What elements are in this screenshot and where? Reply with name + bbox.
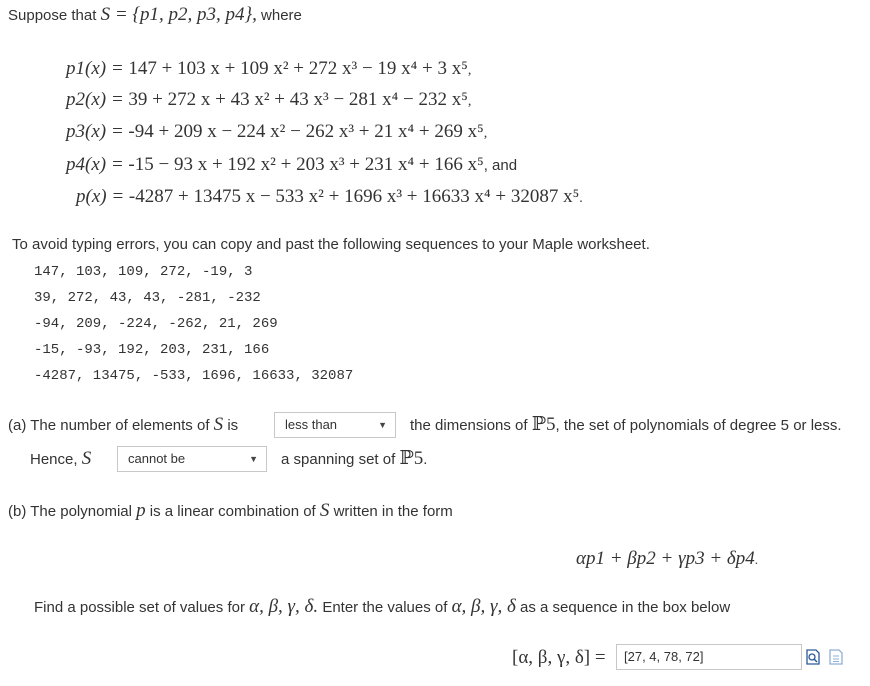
poly-tail: , <box>483 126 488 141</box>
instruction-c: as a sequence in the box below <box>520 599 731 616</box>
set-symbol: S <box>319 500 330 521</box>
part-a-prefix-text: (a) The number of elements of <box>8 417 210 434</box>
formula-tail: . <box>754 552 758 567</box>
polynomial-space-symbol: ℙ5 <box>399 448 424 469</box>
answer-input[interactable] <box>616 644 802 670</box>
part-b-instruction <box>34 596 730 619</box>
poly-lhs: p4(x) = <box>66 154 124 175</box>
instruction-b: Enter the values of <box>322 599 448 616</box>
poly-lhs: p3(x) = <box>66 121 124 142</box>
sequence-line: 147, 103, 109, 272, -19, 3 <box>34 264 253 280</box>
part-a-hence <box>30 448 91 471</box>
set-symbol: S <box>213 414 224 435</box>
poly-tail: , <box>467 94 472 109</box>
part-a-is: is <box>227 417 239 434</box>
p-symbol: p <box>136 500 146 521</box>
part-b-mid: is a linear combination of <box>149 503 316 520</box>
poly-rhs: 39 + 272 x + 43 x² + 43 x³ − 281 x⁴ − 232 x⁵ <box>128 89 468 110</box>
greek-list: α, β, γ, δ. <box>249 596 319 617</box>
poly-p3 <box>66 121 487 145</box>
preview-icon[interactable] <box>806 649 820 665</box>
poly-p1 <box>66 58 471 82</box>
poly-lhs: p2(x) = <box>66 89 124 110</box>
sequence-line: -15, -93, 192, 203, 231, 166 <box>34 342 270 358</box>
answer-value: [27, 4, 78, 72] <box>624 649 704 664</box>
sequence-line: -94, 209, -224, -262, 21, 269 <box>34 316 278 332</box>
poly-tail: , <box>467 63 472 78</box>
sequence-line: 39, 272, 43, 43, -281, -232 <box>34 290 261 306</box>
formula-text: αp1 + βp2 + γp3 + δp4 <box>576 548 755 569</box>
spanning-set-value: cannot be <box>128 451 186 466</box>
sequence-line: -4287, 13475, -533, 1696, 16633, 32087 <box>34 368 354 384</box>
poly-rhs: 147 + 103 x + 109 x² + 272 x³ − 19 x⁴ + 3 x⁵ <box>128 58 468 79</box>
part-a-suffix: , the set of polynomials of degree 5 or less. <box>555 417 842 434</box>
document-icon[interactable] <box>829 649 843 665</box>
number-comparison-select[interactable] <box>274 412 396 438</box>
poly-rhs: -4287 + 13475 x − 533 x² + 1696 x³ + 16633 x⁴ + 32087 x⁵ <box>128 186 580 207</box>
poly-lhs: p(x) = <box>76 186 125 207</box>
chevron-down-icon: ▼ <box>249 454 258 464</box>
part-a-period: . <box>423 451 428 468</box>
poly-p4 <box>66 154 517 177</box>
number-comparison-value: less than <box>285 417 338 432</box>
linear-combination-formula <box>576 548 758 571</box>
poly-tail: , and <box>483 157 518 174</box>
part-a-spanning <box>281 448 427 471</box>
intro-line <box>8 4 302 27</box>
part-a-spanning-text: a spanning set of <box>281 451 396 468</box>
greek-list: α, β, γ, δ <box>451 596 516 617</box>
poly-p2 <box>66 89 471 113</box>
polynomial-space-symbol: ℙ5 <box>531 414 556 435</box>
poly-rhs: -94 + 209 x − 224 x² − 262 x³ + 21 x⁴ + 269 x⁵ <box>128 121 484 142</box>
spanning-set-select[interactable] <box>117 446 267 472</box>
part-b-suffix: written in the form <box>333 503 453 520</box>
answer-label: [α, β, γ, δ] = <box>512 647 606 668</box>
part-b-intro <box>8 500 453 523</box>
part-a-hence-text: Hence, <box>30 451 78 468</box>
part-b-prefix: (b) The polynomial <box>8 503 132 520</box>
intro-lead: Suppose that <box>8 7 97 24</box>
poly-tail: . <box>579 191 583 206</box>
part-a-mid <box>410 414 842 437</box>
chevron-down-icon: ▼ <box>378 420 387 430</box>
intro-set-def: S = {p1, p2, p3, p4}, <box>100 4 257 25</box>
part-a-prefix <box>8 414 238 437</box>
instruction-a: Find a possible set of values for <box>34 599 245 616</box>
set-symbol: S <box>81 448 92 469</box>
poly-lhs: p1(x) = <box>66 58 124 79</box>
part-a-mid-text: the dimensions of <box>410 417 528 434</box>
intro-where: where <box>261 7 302 24</box>
poly-rhs: -15 − 93 x + 192 x² + 203 x³ + 231 x⁴ + 166 x⁵ <box>128 154 484 175</box>
poly-p <box>76 186 583 210</box>
copy-note: To avoid typing errors, you can copy and past the following sequences to your Maple worksheet. <box>12 236 650 253</box>
